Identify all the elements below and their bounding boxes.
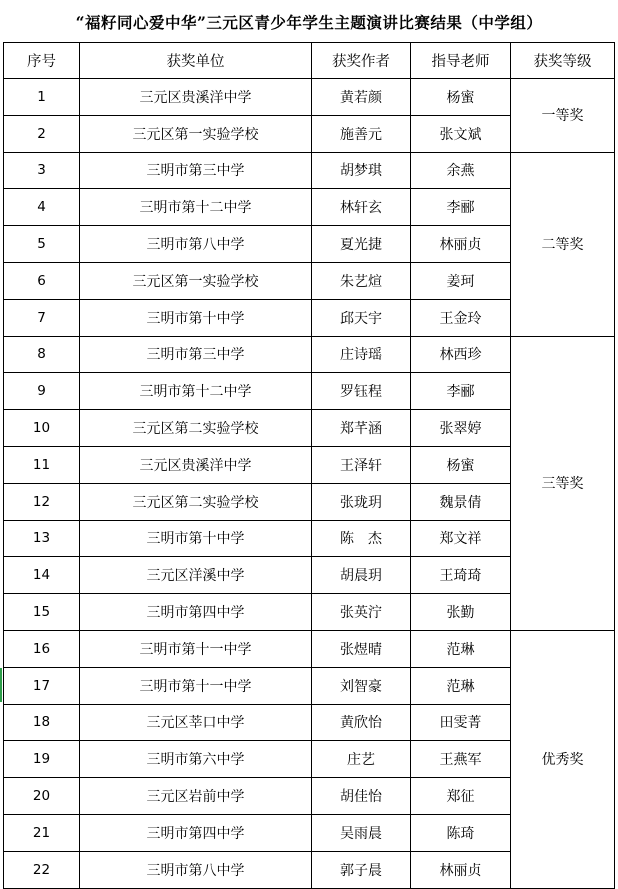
cell-teacher: 王金玲	[411, 299, 511, 336]
cell-level-excellent: 优秀奖	[511, 630, 615, 888]
cell-teacher: 林西珍	[411, 336, 511, 373]
cell-no: 1	[4, 79, 80, 116]
cell-unit: 三元区岩前中学	[80, 778, 312, 815]
cell-no: 5	[4, 226, 80, 263]
cell-no: 19	[4, 741, 80, 778]
cell-author: 庄艺	[312, 741, 411, 778]
table-row	[4, 336, 615, 373]
header-author: 获奖作者	[312, 43, 411, 79]
cell-author: 张英泞	[312, 594, 411, 631]
cell-unit: 三元区贵溪洋中学	[80, 79, 312, 116]
cell-unit: 三明市第四中学	[80, 814, 312, 851]
table-row	[4, 79, 615, 116]
cell-no: 11	[4, 446, 80, 483]
cell-teacher: 王燕军	[411, 741, 511, 778]
cell-level-first: 一等奖	[511, 79, 615, 153]
cell-unit: 三明市第十中学	[80, 299, 312, 336]
cell-unit: 三明市第三中学	[80, 152, 312, 189]
header-teacher: 指导老师	[411, 43, 511, 79]
cell-no: 18	[4, 704, 80, 741]
cell-teacher: 姜珂	[411, 262, 511, 299]
cell-no: 9	[4, 373, 80, 410]
cell-author: 邱天宇	[312, 299, 411, 336]
cell-teacher: 余燕	[411, 152, 511, 189]
cell-unit: 三明市第八中学	[80, 226, 312, 263]
cell-author: 黄若颜	[312, 79, 411, 116]
header-row	[4, 43, 615, 79]
cell-author: 朱艺煊	[312, 262, 411, 299]
cell-teacher: 陈琦	[411, 814, 511, 851]
cell-author: 胡晨玥	[312, 557, 411, 594]
cell-teacher: 王琦琦	[411, 557, 511, 594]
cell-author: 刘智豪	[312, 667, 411, 704]
cell-unit: 三明市第三中学	[80, 336, 312, 373]
cell-no: 12	[4, 483, 80, 520]
cell-unit: 三元区第一实验学校	[80, 262, 312, 299]
cell-no: 21	[4, 814, 80, 851]
table-row	[4, 630, 615, 667]
cell-unit: 三明市第十二中学	[80, 189, 312, 226]
cell-no: 7	[4, 299, 80, 336]
cell-teacher: 张翠婷	[411, 410, 511, 447]
cell-teacher: 杨蜜	[411, 446, 511, 483]
cell-teacher: 郑征	[411, 778, 511, 815]
cell-level-second: 二等奖	[511, 152, 615, 336]
cell-no: 2	[4, 115, 80, 152]
cell-no: 17	[4, 667, 80, 704]
cell-author: 夏光捷	[312, 226, 411, 263]
cell-no: 13	[4, 520, 80, 557]
cell-unit: 三明市第十一中学	[80, 667, 312, 704]
cell-author: 陈 杰	[312, 520, 411, 557]
cell-teacher: 范琳	[411, 667, 511, 704]
header-unit: 获奖单位	[80, 43, 312, 79]
cell-no: 4	[4, 189, 80, 226]
cell-no: 3	[4, 152, 80, 189]
table-row	[4, 152, 615, 189]
cell-author: 郑芊涵	[312, 410, 411, 447]
cell-author: 胡梦琪	[312, 152, 411, 189]
cell-teacher: 杨蜜	[411, 79, 511, 116]
cell-author: 吴雨晨	[312, 814, 411, 851]
cell-teacher: 李郦	[411, 189, 511, 226]
cell-author: 张珑玥	[312, 483, 411, 520]
cell-author: 黄欣怡	[312, 704, 411, 741]
cell-no: 15	[4, 594, 80, 631]
cell-unit: 三元区第一实验学校	[80, 115, 312, 152]
cell-no: 16	[4, 630, 80, 667]
cell-no: 20	[4, 778, 80, 815]
cell-author: 林轩玄	[312, 189, 411, 226]
cell-teacher: 林丽贞	[411, 851, 511, 888]
cell-teacher: 张勤	[411, 594, 511, 631]
cell-unit: 三元区第二实验学校	[80, 410, 312, 447]
cell-teacher: 魏景倩	[411, 483, 511, 520]
cell-teacher: 田雯菁	[411, 704, 511, 741]
cell-author: 罗钰程	[312, 373, 411, 410]
cell-no: 8	[4, 336, 80, 373]
header-no: 序号	[4, 43, 80, 79]
results-table	[3, 42, 615, 889]
cell-unit: 三明市第六中学	[80, 741, 312, 778]
cell-teacher: 郑文祥	[411, 520, 511, 557]
row-selection-marker	[0, 668, 2, 702]
cell-unit: 三元区贵溪洋中学	[80, 446, 312, 483]
page-title: “福籽同心爱中华”三元区青少年学生主题演讲比赛结果（中学组）	[75, 13, 543, 32]
cell-unit: 三明市第四中学	[80, 594, 312, 631]
cell-teacher: 张文斌	[411, 115, 511, 152]
header-level: 获奖等级	[511, 43, 615, 79]
cell-author: 张煜晴	[312, 630, 411, 667]
cell-author: 胡佳怡	[312, 778, 411, 815]
cell-unit: 三元区洋溪中学	[80, 557, 312, 594]
cell-unit: 三明市第十一中学	[80, 630, 312, 667]
cell-author: 王泽轩	[312, 446, 411, 483]
cell-unit: 三明市第十二中学	[80, 373, 312, 410]
cell-unit: 三元区莘口中学	[80, 704, 312, 741]
cell-unit: 三明市第十中学	[80, 520, 312, 557]
cell-teacher: 李郦	[411, 373, 511, 410]
cell-author: 施善元	[312, 115, 411, 152]
cell-unit: 三元区第二实验学校	[80, 483, 312, 520]
cell-unit: 三明市第八中学	[80, 851, 312, 888]
cell-author: 庄诗瑶	[312, 336, 411, 373]
cell-teacher: 林丽贞	[411, 226, 511, 263]
cell-teacher: 范琳	[411, 630, 511, 667]
cell-author: 郭子晨	[312, 851, 411, 888]
cell-no: 22	[4, 851, 80, 888]
cell-level-third: 三等奖	[511, 336, 615, 630]
cell-no: 6	[4, 262, 80, 299]
cell-no: 14	[4, 557, 80, 594]
cell-no: 10	[4, 410, 80, 447]
